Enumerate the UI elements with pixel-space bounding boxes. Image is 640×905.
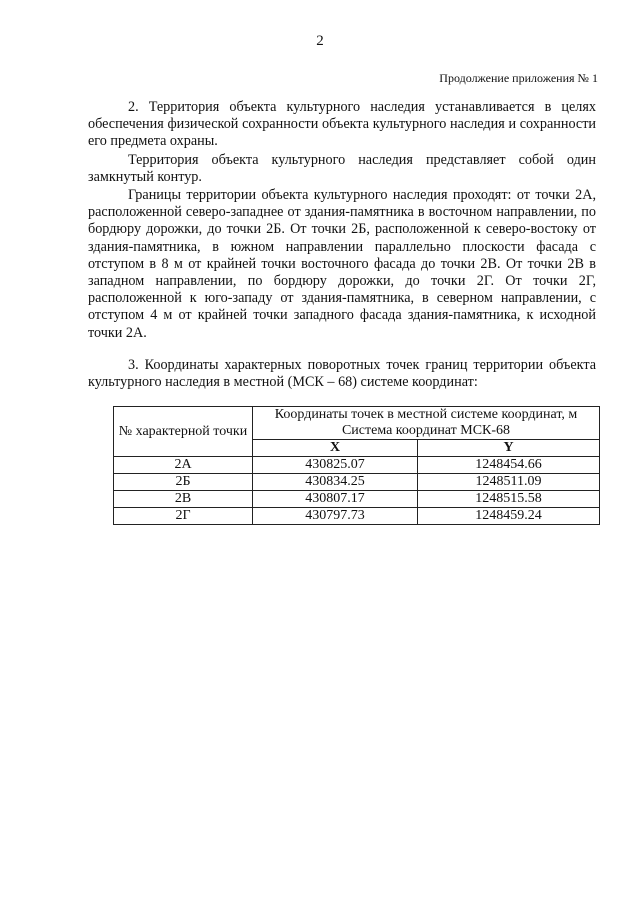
paragraph-territory-purpose: 2. Территория объекта культурного наследия устанавливается в целях обеспечения физической сохранности объекта культурного наследия и сохранности его предмета охраны. <box>88 99 596 150</box>
table-row <box>114 474 600 491</box>
coordinates-table <box>113 406 600 525</box>
y-cell: 1248515.58 <box>418 491 600 508</box>
point-cell: 2В <box>114 491 253 508</box>
point-number-header: № характерной точки <box>114 407 253 457</box>
x-cell: 430834.25 <box>253 474 418 491</box>
point-cell: 2А <box>114 457 253 474</box>
paragraph-coordinates-intro: 3. Координаты характерных поворотных точек границ территории объекта культурного наследия в местной (МСК – 68) системе координат: <box>88 357 596 391</box>
table-row <box>114 491 600 508</box>
paragraph-territory-contour: Территория объекта культурного наследия представляет собой один замкнутый контур. <box>88 152 596 186</box>
table-row <box>114 508 600 525</box>
point-cell: 2Г <box>114 508 253 525</box>
x-column-header: X <box>253 440 418 457</box>
paragraph-territory-boundaries: Границы территории объекта культурного наследия проходят: от точки 2А, расположенной северо-западнее от здания-памятника в восточном направлении, по бордюру дорожки, до точки 2Б. От точки 2Б, расположенной к северо-востоку от здания-памятника, в южном направлении параллельно плоскости фасада с отступом в 8 м от крайней точки восточного фасада до точки 2В. От точки 2В в западном направлении, по бордюру дорожки, до точки 2Г. От точки 2Г, расположенной к юго-западу от здания-памятника, в северном направлении, с отступом 4 м от крайней точки западного фасада здания-памятника, к исходной точки 2А. <box>88 187 596 341</box>
x-cell: 430825.07 <box>253 457 418 474</box>
table-row <box>114 457 600 474</box>
point-cell: 2Б <box>114 474 253 491</box>
x-cell: 430807.17 <box>253 491 418 508</box>
y-cell: 1248511.09 <box>418 474 600 491</box>
appendix-note: Продолжение приложения № 1 <box>439 71 598 85</box>
x-cell: 430797.73 <box>253 508 418 525</box>
y-cell: 1248454.66 <box>418 457 600 474</box>
y-column-header: Y <box>418 440 600 457</box>
coordinates-header: Координаты точек в местной системе координат, м Система координат МСК-68 <box>253 407 600 440</box>
page-number: 2 <box>316 33 324 49</box>
y-cell: 1248459.24 <box>418 508 600 525</box>
